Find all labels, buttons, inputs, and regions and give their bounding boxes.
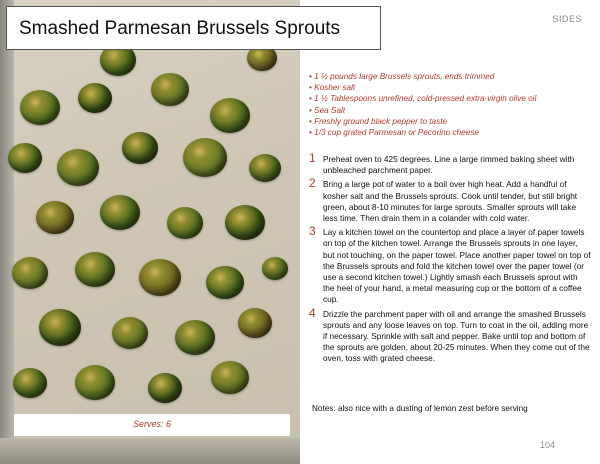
step-1 (309, 151, 591, 176)
step-text: Bring a large pot of water to a boil over high heat. Add a handful of kosher salt and the Brussels sprouts. Cook until tender, but still bright green, about 8-10 minutes for large sprouts. Smaller sprouts will take less time. Then drain them in a colander with cold water. (323, 179, 578, 224)
brussels-sprout (8, 143, 42, 173)
step-2 (309, 176, 591, 224)
serves-box (14, 414, 290, 436)
step-number: 3 (309, 224, 316, 239)
baking-tray-rim (0, 438, 300, 464)
brussels-sprout (75, 252, 115, 287)
brussels-sprout (100, 195, 140, 230)
brussels-sprout (151, 73, 189, 106)
ingredient-item: • 1 ½ Tablespoons unrefined, cold-pressed extra-virgin olive oil (309, 94, 537, 104)
step-text: Drizzle the parchment paper with oil and arrange the smashed Brussels sprouts and any loose leaves on top. Turn to coat in the oil, adding more if necessary. Sprinkle with salt and pepper. Bake until top and bottom of the sprouts are golden, about 20-25 minutes. When they come out of the oven, toss with grated cheese. (323, 308, 590, 364)
brussels-sprout (249, 154, 281, 182)
brussels-sprout (238, 308, 272, 338)
brussels-sprout (175, 320, 215, 355)
brussels-sprout (122, 132, 158, 164)
serves-text: Serves: 6 (132, 419, 172, 429)
ingredient-item: • Freshly ground black pepper to taste (309, 116, 448, 126)
ingredient-list (309, 71, 594, 138)
brussels-sprout (210, 98, 250, 133)
step-number: 4 (309, 305, 316, 320)
step-text: Lay a kitchen towel on the countertop and place a layer of paper towels on top of the kitchen towel. Arrange the Brussels sprouts in one layer, but not touching, on the paper towel. Place another paper towel on top of the Brussels sprouts and fold the kitchen towel over the paper towel (or use a second kitchen towel.) Lightly smash each Brussels sprout with the heel of your hand, a metal measuring cup or the bottom of a coffee cup. (323, 227, 591, 305)
step-number: 2 (309, 176, 316, 191)
brussels-sprout (206, 266, 244, 299)
brussels-sprout (139, 259, 181, 296)
baking-tray-edge (0, 0, 14, 464)
brussels-sprout (75, 365, 115, 400)
recipe-note: Notes: also nice with a dusting of lemon zest before serving (312, 404, 528, 413)
brussels-sprout (12, 257, 48, 289)
page-number: 104 (540, 440, 556, 450)
brussels-sprout (39, 309, 81, 346)
recipe-title: Smashed Parmesan Brussels Sprouts (19, 18, 341, 39)
brussels-sprout (211, 361, 249, 394)
brussels-sprout (78, 83, 112, 113)
brussels-sprout (183, 138, 227, 177)
step-text: Preheat oven to 425 degrees. Line a large rimmed baking sheet with unbleached parchment paper. (323, 154, 575, 176)
brussels-sprout (36, 201, 74, 234)
category-label: SIDES (552, 14, 582, 24)
step-4 (309, 305, 591, 365)
step-number: 1 (309, 151, 316, 165)
brussels-sprout (112, 317, 148, 349)
brussels-sprout (20, 90, 60, 125)
ingredient-item: • Sea Salt (309, 105, 346, 115)
title-box (6, 6, 381, 50)
brussels-sprout (13, 368, 47, 398)
ingredient-item: • 1/3 cup grated Parmesan or Pecorino cheese (309, 128, 479, 138)
brussels-sprout (262, 257, 288, 280)
brussels-sprout (167, 207, 203, 239)
ingredient-item: • 1 ½ pounds large Brussels sprouts, ends trimmed (309, 72, 495, 81)
instruction-steps (309, 151, 591, 368)
ingredient-item: • Kosher salt (309, 83, 356, 93)
brussels-sprout (57, 149, 99, 186)
brussels-sprout (148, 373, 182, 403)
brussels-sprout (225, 205, 265, 240)
step-3 (309, 224, 591, 305)
